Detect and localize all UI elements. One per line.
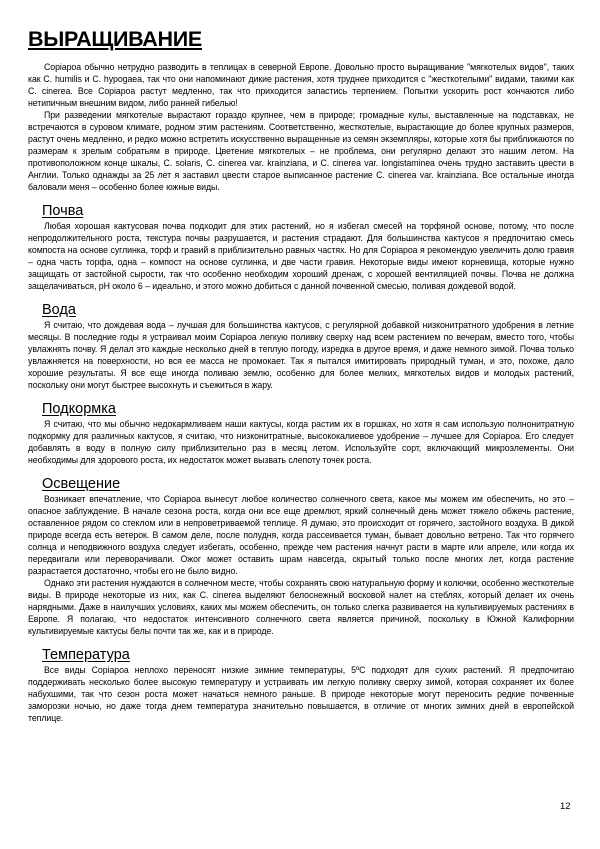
- section-heading-lighting: Освещение: [42, 476, 121, 492]
- soil-paragraph: Любая хорошая кактусовая почва подходит для этих растений, но я избегал смесей на торфяной основе, потому, что после непродолжительного роста, текстура почвы разрушается, и растения страдают. Для большинства кактусов я предпочитаю смесь компоста на основе суглинка, торф и гравий в приблизительно равных частях. Но для Copiapoa я рекомендую увеличить долю гравия – одна часть торфа, одна – компост на основе суглинка, и две части гравия. Некоторые виды имеют корневища, которые нужно защищать от застойной сырости, так что особенно необходим хороший дренаж, с хорошей вентиляцией почвы. Почва не должна защелачиваться, pH около 6 – идеально, и этого можно добиться с данной почвенной смесью, поливая дождевой водой.: [28, 221, 574, 291]
- intro-paragraph-2: При разведении мягкотелые вырастают гораздо крупнее, чем в природе; громадные кулы, выставленные на подставках, не встречаются в суровом климате, родном этим растениям. Соответственно, жесткотелые, вырастающие до более крупных размеров, растут очень медленно, и редко можно встретить искусственно выращенные из семян экземпляры, которые хотя бы приближаются по размерам к зрелым собратьям в природе. Цветение мягкотелых – не проблема, они регулярно делают это нашим летом. На противоположном конце шкалы, C. solaris, C. cinerea var. krainziana, и C. cinerea var. longistaminea очень трудно заставить цвести в Англии. Только однажды за 25 лет я заставил цвести старое выписанное растение C. cinerea var. krainziana. Все остальные иногда баловали меня – особенно более южные виды.: [28, 110, 574, 192]
- page-title: ВЫРАЩИВАНИЕ: [28, 27, 202, 51]
- document-page: [28, 26, 574, 724]
- section-water: [28, 302, 574, 391]
- intro-paragraph-1: Copiapoa обычно нетрудно разводить в теплицах в северной Европе. Довольно просто выращивание "мягкотелых видов", таких как C. humilis и C. hypogaea, так что они напоминают дикие растения, хотя труднее приходится с "жесткотелыми" видами, такими как C. cinerea. Все Copiapoa растут медленно, так что приходится запастись терпением. Попытки ускорить рост кончаются либо нетипичным внешним видом, либо ранней гибелью!: [28, 62, 574, 108]
- section-heading-temperature: Температура: [42, 647, 130, 663]
- page-number: 12: [560, 801, 571, 812]
- section-heading-feeding: Подкормка: [42, 401, 116, 417]
- lighting-paragraph-2: Однако эти растения нуждаются в солнечном месте, чтобы сохранять свою натуральную форму и колючки, особенно жесткотелые виды. В природе некоторые из них, как C. cinerea выделяют белоснежный восковой налет на стеблях, который делает их очень нарядными. Даже в наилучших условиях, каких мы можем обеспечить, он только слегка развивается на культивируемых растениях в Европе. Я полагаю, что недостаток интенсивного солнечного света является причиной, поскольку в Южной Калифорнии культивируемые кактусы белы почти так же, как и в природе.: [28, 578, 574, 636]
- temperature-paragraph: Все виды Copiapoa неплохо переносят низкие зимние температуры, 5ºC подходят для сухих растений. Я предпочитаю поддерживать несколько более высокую температуру и устраивать им легкую поливку сверху зимой, которая сохраняет их более набухшими, так что сезон роста может начаться немного раньше. В природе некоторые могут переносить редкие почвенные заморозки ночью, но даже тогда днем температура значительно повышается, в отличие от многих зимних дней в европейской теплице.: [28, 665, 574, 723]
- section-lighting: [28, 476, 574, 637]
- intro-section: [28, 61, 574, 193]
- feeding-paragraph: Я считаю, что мы обычно недокармливаем наши кактусы, когда растим их в горшках, но хотя я сам использую полнонитратную подкормку для различных кактусов, я считаю, что низконитратные, высококалиевое удобрение – лучшее для Copiapoa. Его следует добавлять в воду в полную силу приблизительно раз в месяц летом. Используйте сорт, включающий микроэлементы. Они необходимы для здорового роста, их недостаток может вызвать слепоту точек роста.: [28, 419, 574, 465]
- section-heading-water: Вода: [42, 302, 76, 318]
- lighting-paragraph-1: Возникает впечатление, что Copiapoa вынесут любое количество солнечного света, какое мы можем им обеспечить, но это – опасное заблуждение. В начале сезона роста, когда они все еще дремлют, яркий солнечный день может тяжело обжечь растение, оставленное рядом со стеклом или в непроветриваемой теплице. Я думаю, это происходит от горячего, застойного воздуха. В дикой природе всегда есть ветерок. В самом деле, после полудня, когда рассеивается туман, бывает довольно ветрено. Так что горячего солнца и неподвижного воздуха следует избегать, особенно, прежде чем растения начнут расти в марте или апреле, или когда их передвигали или переворачивали. Ожог может оставить шрам навсегда, скрытый только после многих лет, когда растение разрастается достаточно, чтобы его не было видно.: [28, 494, 574, 576]
- section-heading-soil: Почва: [42, 203, 84, 219]
- section-feeding: [28, 401, 574, 466]
- water-paragraph: Я считаю, что дождевая вода – лучшая для большинства кактусов, с регулярной добавкой низконитратного удобрения в летние месяцы. В последние годы я устраивал моим Copiapoa легкую поливку сверху над всем растением по вечерам, вместо того, чтобы увлажнять почву. Я делал это каждые несколько дней в теплую погоду, изредка в другое время, и даже немного зимой. Почва только увлажняется на поверхности, но вся ее масса не промокает. Так я пытался имитировать природный туман, и это, похоже, дало хорошие результаты. Я все еще иногда поливаю землю, особенно для более мелких, мягкотелых видов и молодых растений, поскольку они могут быстрее высохнуть и съежиться в жару.: [28, 320, 574, 390]
- section-soil: [28, 203, 574, 292]
- section-temperature: [28, 647, 574, 724]
